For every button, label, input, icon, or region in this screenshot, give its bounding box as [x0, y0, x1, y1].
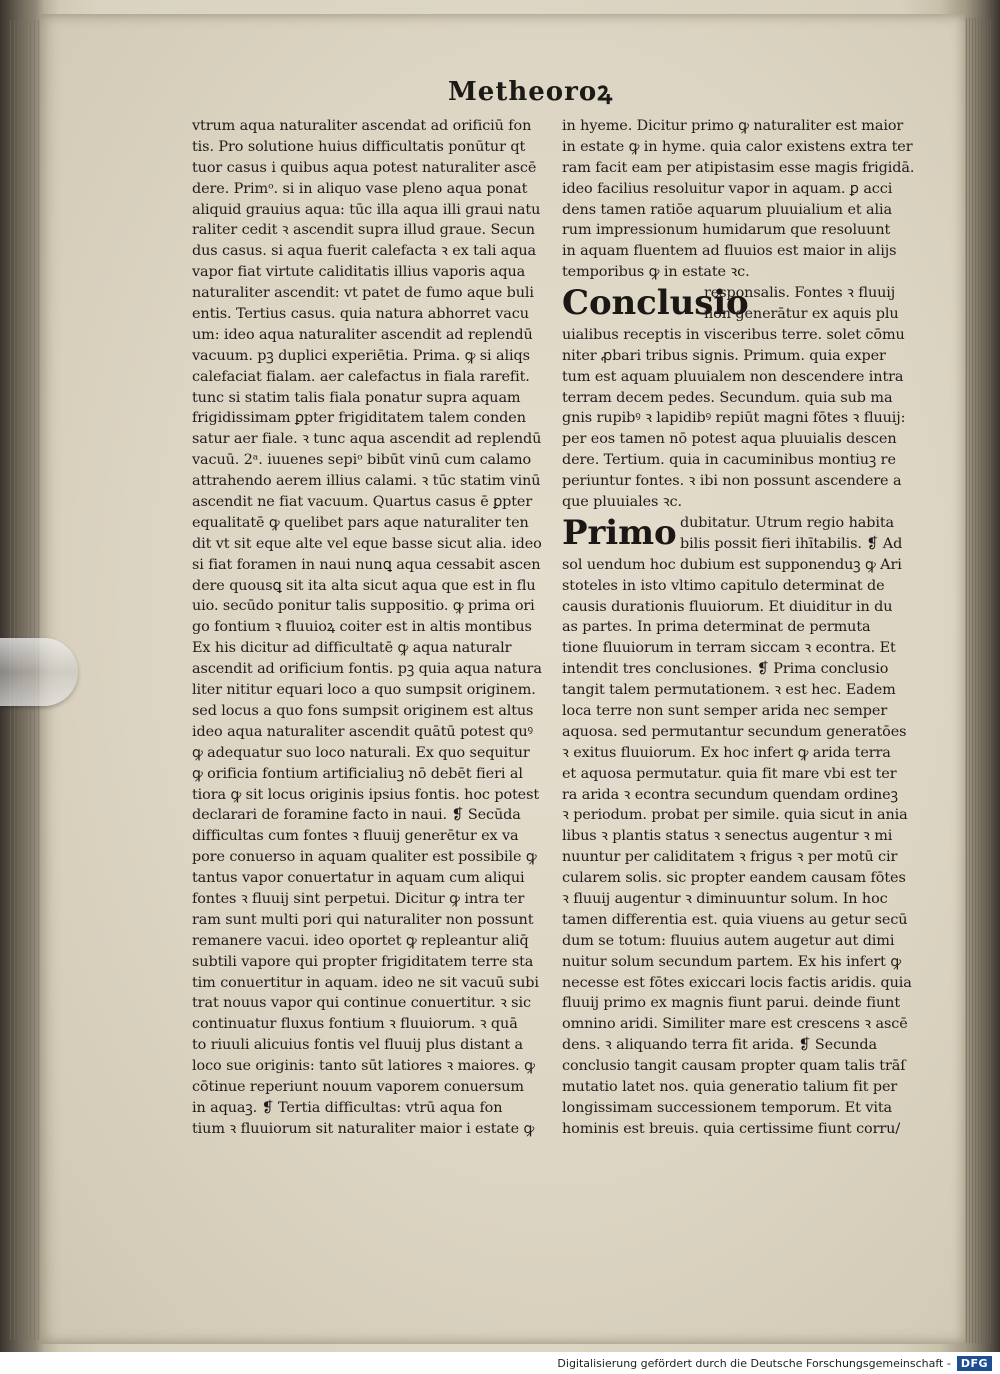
- text-line: per eos tamen nō potest aqua pluuialis descen: [562, 431, 897, 448]
- right-column: [562, 116, 932, 1140]
- text-line: si fiat foramen in naui nunꝗ aqua cessabit ascen: [192, 556, 541, 573]
- text-line: go fontium ꝛ fluuioꝝ coiter est in altis montibus: [192, 619, 532, 636]
- text-line: sol uendum hoc dubium est supponenduꝫ ꝙ Ari: [562, 556, 902, 573]
- text-line: que pluuiales ꝛc.: [562, 494, 682, 511]
- text-line: to riuuli alicuius fontis vel fluuij plus distant a: [192, 1037, 524, 1054]
- text-line: attrahendo aerem illius calami. ꝛ tūc statim vinū: [192, 473, 541, 490]
- text-line: tum est aquam pluuialem non descendere intra: [562, 368, 904, 385]
- text-line: tunc si statim talis fiala ponatur supra aquam: [192, 389, 521, 406]
- text-line: dit vt sit eque alte vel eque basse sicut alia. ideo: [192, 535, 542, 552]
- text-line: uio. secūdo ponitur talis suppositio. ꝙ prima ori: [192, 598, 535, 615]
- text-line: stoteles in isto vltimo capitulo determinat de: [562, 577, 885, 594]
- text-line: subtili vapore qui propter frigiditatem terre sta: [192, 953, 534, 970]
- text-line: calefaciat fialam. aer calefactus in fiala rarefit.: [192, 368, 530, 385]
- text-line: naturaliter ascendit: vt patet de fumo aque buli: [192, 285, 534, 302]
- text-line: dus casus. si aqua fuerit calefacta ꝛ ex tali aqua: [192, 243, 537, 260]
- text-line: tium ꝛ fluuiorum sit naturaliter maior i estate ꝙ: [192, 1120, 535, 1137]
- text-line: tantus vapor conuertatur in aquam cum aliqui: [192, 870, 525, 887]
- text-line: cōtinue reperiunt nouum vaporem conuersum: [192, 1078, 524, 1095]
- text-line: non generātur ex aquis plu: [704, 306, 899, 323]
- text-line: vtrum aqua naturaliter ascendat ad orificiū fon: [192, 118, 532, 134]
- text-line: uialibus receptis in visceribus terre. solet cōmu: [562, 326, 905, 343]
- primo-paragraph: [562, 513, 932, 555]
- text-line: tione fluuiorum in terram siccam ꝛ econtra. Et: [562, 640, 896, 657]
- text-line: ꝙ orificia fontium artificialiuꝫ nō debēt fieri al: [192, 765, 523, 782]
- text-line: in estate ꝙ in hyme. quia calor existens extra ter: [562, 138, 913, 155]
- text-line: ideo aqua naturaliter ascendit quātū potest quꝰ: [192, 723, 533, 740]
- primo-initial: Primo: [562, 512, 677, 553]
- conclusio-initial: Conclusio: [562, 283, 749, 324]
- text-line: ꝛ fluuij augentur ꝛ diminuuntur solum. In hoc: [562, 890, 888, 907]
- text-line: necesse est fōtes exiccari locis factis aridis. quia: [562, 974, 912, 991]
- text-line: ram sunt multi pori qui naturaliter non possunt: [192, 911, 534, 928]
- text-line: pore conuerso in aquam qualiter est possibile ꝙ: [192, 849, 537, 866]
- text-line: tim conuertitur in aquam. ideo ne sit vacuū subi: [192, 974, 539, 991]
- text-line: raliter cedit ꝛ ascendit supra illud graue. Secun: [192, 222, 535, 239]
- text-line: rum impressionum humidarum que resoluunt: [562, 222, 891, 239]
- text-line: omnino aridi. Similiter mare est crescens ꝛ ascē: [562, 1016, 908, 1033]
- text-line: fluuij primo ex magnis fiunt parui. deinde fiunt: [562, 995, 901, 1012]
- text-line: terram decem pedes. Secundum. quia sub ma: [562, 389, 893, 406]
- text-line: um: ideo aqua naturaliter ascendit ad replendū: [192, 326, 533, 343]
- footer-text: Digitalisierung gefördert durch die Deutsche Forschungsgemeinschaft -: [557, 1356, 951, 1370]
- text-line: temporibus ꝙ in estate ꝛc.: [562, 264, 750, 281]
- text-line: continuatur fluxus fontium ꝛ fluuiorum. ꝛ quā: [192, 1016, 518, 1033]
- conclusio-paragraph: [562, 283, 932, 325]
- text-line: vacuum. pꝫ duplici experiētia. Prima. ꝙ si aliqs: [192, 347, 530, 364]
- text-line: nuuntur per caliditatem ꝛ frigus ꝛ per motū cir: [562, 849, 898, 866]
- text-line: causis durationis fluuiorum. Et diuiditur in du: [562, 598, 893, 615]
- text-line: ascendit ne fiat vacuum. Quartus casus ē ꝑpter: [192, 494, 533, 511]
- text-line: hominis est breuis. quia certissime fiunt corru/: [562, 1120, 901, 1137]
- text-line: fontes ꝛ fluuij sint perpetui. Dicitur ꝙ intra ter: [192, 890, 525, 907]
- text-line: dere. Primᵒ. si in aliquo vase pleno aqua ponat: [192, 180, 528, 197]
- text-line: entis. Tertius casus. quia natura abhorret vacu: [192, 306, 529, 323]
- text-line: tangit talem permutationem. ꝛ est hec. Eadem: [562, 682, 896, 699]
- text-line: et aquosa permutatur. quia fit mare vbi est ter: [562, 765, 897, 782]
- text-line: periuntur fontes. ꝛ ibi non possunt ascendere a: [562, 473, 902, 490]
- text-line: ꝛ periodum. probat per simile. quia sicut in ania: [562, 807, 908, 824]
- text-line: gnis rupibꝰ ꝛ lapidibꝰ repiūt magni fōtes ꝛ fluuij:: [562, 410, 906, 427]
- text-line: ideo facilius resoluitur vapor in aquam. ꝑ acci: [562, 180, 893, 197]
- text-line: ꝛ exitus fluuiorum. Ex hoc infert ꝙ arida terra: [562, 744, 891, 761]
- text-line: difficultas cum fontes ꝛ fluuij generētur ex va: [192, 828, 519, 845]
- running-head: Metheoroꝝ: [448, 77, 614, 107]
- text-line: as partes. In prima determinat de permuta: [562, 619, 871, 636]
- text-line: tuor casus i quibus aqua potest naturaliter ascē: [192, 159, 537, 176]
- text-line: tamen differentia est. quia viuens au getur secū: [562, 911, 908, 928]
- text-line: in aquaꝫ. ❡ Tertia difficultas: vtrū aqua fon: [192, 1099, 503, 1116]
- text-line: dere. Tertium. quia in cacuminibus montiuꝫ re: [562, 452, 896, 469]
- text-line: responsalis. Fontes ꝛ fluuij: [704, 285, 896, 302]
- text-line: dere quousꝗ sit ita alta sicut aqua que est in flu: [192, 577, 536, 594]
- left-column: [192, 116, 555, 1140]
- dfg-logo: DFG: [957, 1356, 992, 1371]
- text-line: remanere vacui. ideo oportet ꝙ repleantur aliq̄: [192, 932, 529, 949]
- text-line: dens. ꝛ aliquando terra fit arida. ❡ Secunda: [562, 1037, 877, 1054]
- text-line: intendit tres conclusiones. ❡ Prima conclusio: [562, 661, 889, 678]
- text-line: ram facit eam per atipistasim esse magis frigidā.: [562, 159, 915, 176]
- text-line: dubitatur. Utrum regio habita: [680, 514, 895, 531]
- text-line: tiora ꝙ sit locus originis ipsius fontis. hoc potest: [192, 786, 540, 803]
- footer-bar: [0, 1352, 1000, 1374]
- text-line: Ex his dicitur ad difficultatē ꝙ aqua naturalr: [192, 640, 512, 657]
- text-line: vacuū. 2ᵃ. iuuenes sepiᵒ bibūt vinū cum calamo: [192, 452, 532, 469]
- right-page-edges: [966, 18, 992, 1343]
- text-line: aquosa. sed permutantur secundum generatōes: [562, 723, 907, 740]
- text-line: conclusio tangit causam propter quam talis trāſ: [562, 1058, 906, 1075]
- text-line: niter ꝓbari tribus signis. Primum. quia exper: [562, 347, 886, 364]
- text-line: ra arida ꝛ econtra secundum quendam ordineꝫ: [562, 786, 898, 803]
- text-line: loca terre non sunt semper arida nec semper: [562, 702, 888, 719]
- text-line: aliquid grauius aqua: tūc illa aqua illi graui natu: [192, 201, 541, 218]
- text-line: in aquam fluentem ad fluuios est maior in alijs: [562, 243, 897, 260]
- text-line: in hyeme. Dicitur primo ꝙ naturaliter est maior: [562, 118, 904, 134]
- text-line: trat nouus vapor qui continue conuertitur. ꝛ sic: [192, 995, 531, 1012]
- text-line: loco sue originis: tanto sūt latiores ꝛ maiores. ꝙ: [192, 1058, 535, 1075]
- text-line: ascendit ad orificium fontis. pꝫ quia aqua natura: [192, 661, 542, 678]
- text-line: declarari de foramine facto in naui. ❡ Secūda: [192, 807, 521, 824]
- text-line: ꝙ adequatur suo loco naturali. Ex quo sequitur: [192, 744, 530, 761]
- text-line: longissimam successionem temporum. Et vita: [562, 1099, 893, 1116]
- text-line: cularem solis. sic propter eandem causam fōtes: [562, 870, 906, 887]
- text-line: equalitatē ꝙ quelibet pars aque naturaliter ten: [192, 514, 529, 531]
- text-line: bilis possit fieri ihītabilis. ❡ Ad: [680, 535, 903, 552]
- text-line: mutatio latet nos. quia generatio talium fit per: [562, 1079, 898, 1095]
- text-line: satur aer fiale. ꝛ tunc aqua ascendit ad replendū: [192, 431, 542, 448]
- text-line: sed locus a quo fons sumpsit originem est altus: [192, 702, 534, 719]
- text-line: vapor fiat virtute caliditatis illius vaporis aqua: [192, 264, 526, 281]
- text-line: dum se totum: fluuius autem augetur aut dimi: [562, 932, 895, 949]
- page-clamp: [0, 638, 78, 706]
- text-line: frigidissimam ꝑpter frigiditatem talem conden: [192, 410, 526, 427]
- text-line: libus ꝛ plantis status ꝛ senectus augentur ꝛ mi: [562, 828, 893, 845]
- text-line: dens tamen ratiōe aquarum pluuialium et alia: [562, 201, 892, 218]
- text-line: nuitur solum secundum partem. Ex his infert ꝙ: [562, 953, 902, 970]
- text-line: tis. Pro solutione huius difficultatis ponūtur qt: [192, 138, 526, 155]
- text-line: liter nititur equari loco a quo sumpsit originem.: [192, 682, 536, 699]
